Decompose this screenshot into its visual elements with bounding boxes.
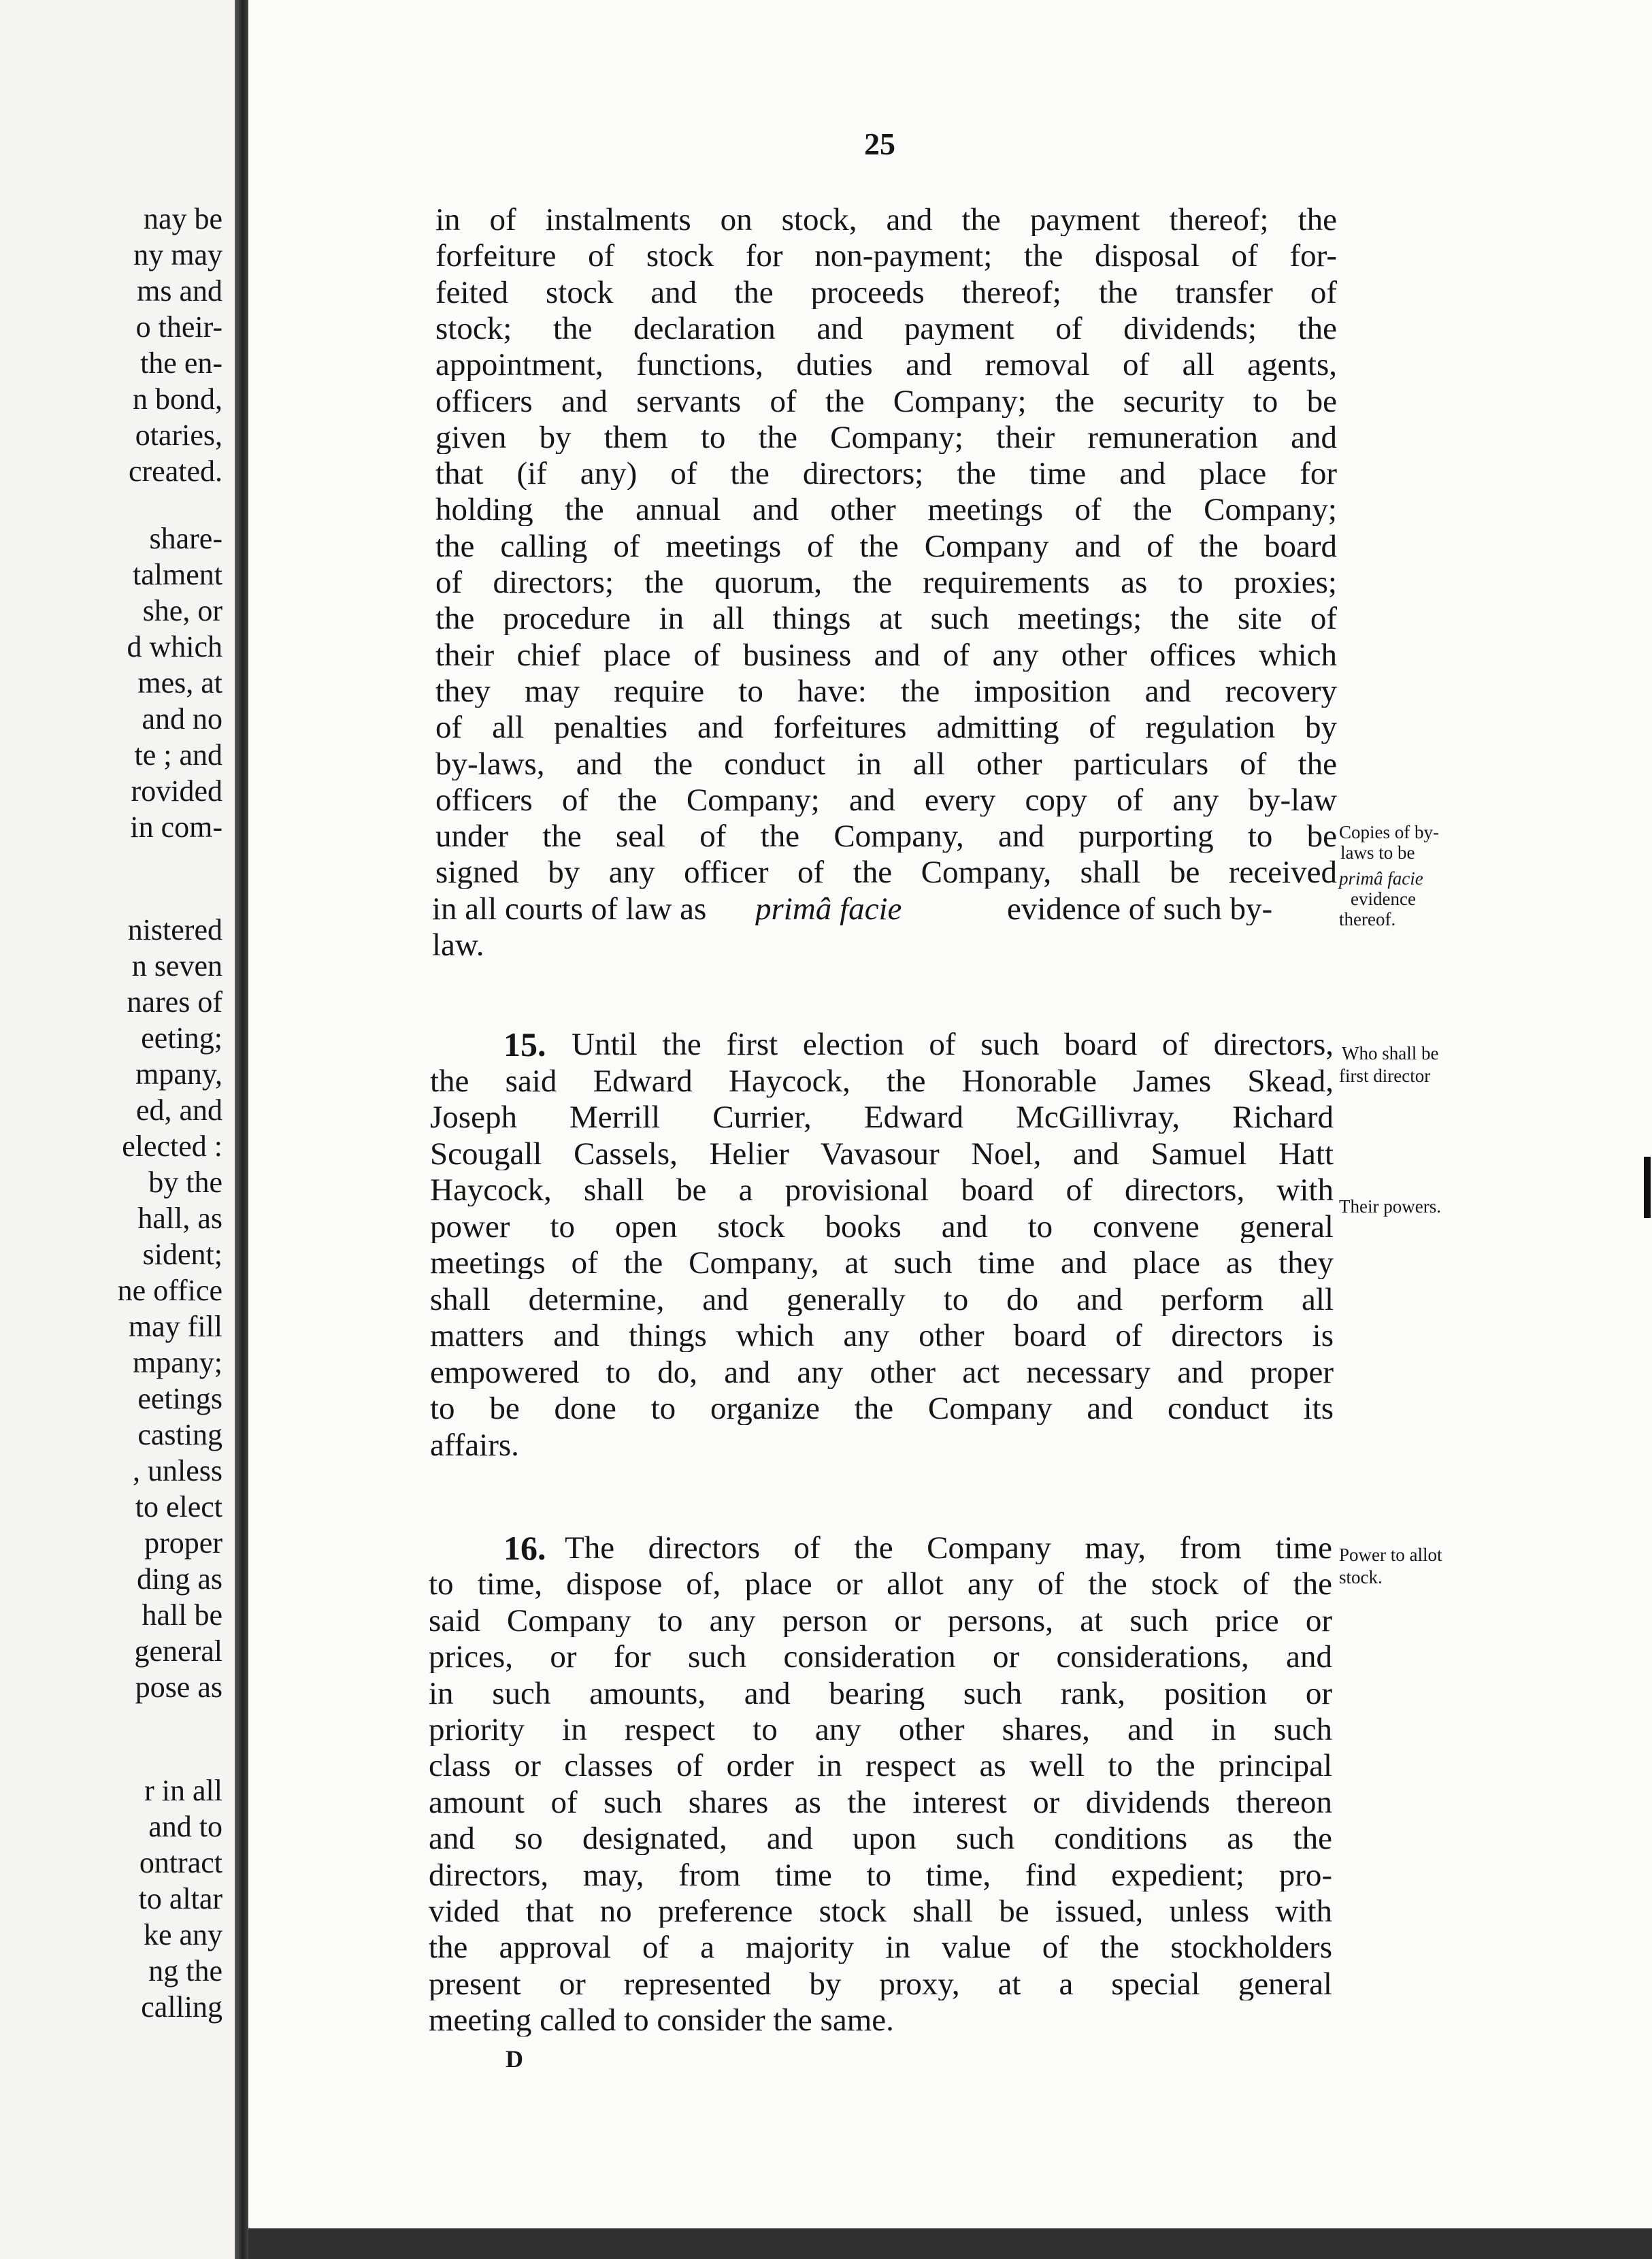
left-page-line: nay be [143, 202, 222, 235]
section-14-line: signed by any officer of the Company, shall be received [435, 857, 1337, 889]
left-page-line: share- [149, 522, 222, 555]
left-page-line: pose as [135, 1670, 222, 1704]
page-number: 25 [864, 127, 895, 161]
margin-note-line: primâ facie [1339, 868, 1423, 889]
page-bottom-shadow [248, 2228, 1652, 2259]
margin-note-line: evidence [1351, 889, 1416, 909]
margin-note-line: thereof. [1339, 909, 1396, 929]
left-page-line: the en- [140, 346, 222, 380]
left-page [0, 0, 235, 2259]
left-page-line: ed, and [135, 1093, 222, 1127]
left-page-line: to elect [135, 1490, 222, 1523]
section-14-line: evidence of such by- [1007, 893, 1273, 925]
left-page-line: eetings [137, 1382, 222, 1415]
section-15-line: empowered to do, and any other act necessary and proper [430, 1356, 1334, 1389]
section-15-line: Until the first election of such board of directors, [572, 1029, 1334, 1061]
section-16-line: The directors of the Company may, from time [565, 1532, 1332, 1564]
left-page-line: and no [142, 702, 222, 736]
section-14-line: by-laws, and the conduct in all other particulars of the [435, 748, 1337, 780]
section-16-line: amount of such shares as the interest or dividends thereon [429, 1786, 1332, 1819]
left-page-line: ontract [139, 1846, 222, 1879]
section-14-line: of directors; the quorum, the requirements as to proxies; [435, 567, 1337, 599]
section-14-line: the calling of meetings of the Company and of the board [435, 530, 1337, 563]
section-14-line: forfeiture of stock for non-payment; the disposal of for- [435, 240, 1337, 273]
section-14-line: holding the annual and other meetings of the Company; [435, 494, 1337, 527]
section-15-line: Joseph Merrill Currier, Edward McGillivray, Richard [430, 1102, 1334, 1134]
left-page-line: may fill [128, 1310, 222, 1343]
prima-facie-italic: primâ facie [755, 893, 902, 925]
section-16-line: said Company to any person or persons, at such price or [429, 1604, 1332, 1637]
section-14-line: given by them to the Company; their remuneration and [435, 421, 1337, 454]
left-page-line: hall, as [137, 1202, 222, 1235]
left-page-line: ng the [148, 1954, 222, 1988]
section-14-line: they may require to have: the imposition and recovery [435, 675, 1337, 708]
section-14-line: officers of the Company; and every copy of any by-law [435, 784, 1337, 817]
section-16-line: priority in respect to any other shares, and in such [429, 1714, 1332, 1746]
left-page-line: eeting; [141, 1021, 222, 1055]
left-page-line: ding as [137, 1562, 222, 1596]
section-15-line: affairs. [430, 1429, 519, 1462]
section-15-line: meetings of the Company, at such time and place as they [430, 1247, 1334, 1279]
section-16-line: vided that no preference stock shall be issued, unless with [429, 1896, 1332, 1928]
section-15-line: Haycock, shall be a provisional board of directors, with [430, 1174, 1334, 1206]
left-page-line: ke any [143, 1918, 222, 1951]
left-page-line: nares of [127, 985, 222, 1019]
section-14-line: stock; the declaration and payment of dividends; the [435, 312, 1337, 345]
section-14-line: their chief place of business and of any other offices which [435, 639, 1337, 672]
section-16-line: class or classes of order in respect as well to the principal [429, 1750, 1332, 1783]
left-page-line: r in all [144, 1774, 222, 1807]
margin-note-line: laws to be [1340, 842, 1415, 863]
section-14-line: appointment, functions, duties and removal of all agents, [435, 349, 1337, 382]
section-14-line: that (if any) of the directors; the time and place for [435, 458, 1337, 491]
left-page-line: proper [144, 1526, 222, 1560]
section-16-line: to time, dispose of, place or allot any of the stock of the [429, 1568, 1332, 1601]
left-page-line: te ; and [134, 738, 222, 772]
left-page-line: general [134, 1634, 222, 1668]
left-page-line: d which [127, 630, 222, 663]
left-page-line: and to [148, 1810, 222, 1843]
left-page-line: to altar [138, 1882, 222, 1915]
left-page-line: sident; [142, 1238, 222, 1271]
margin-note-line: Their powers. [1339, 1196, 1441, 1217]
left-page-line: ny may [133, 238, 222, 271]
book-gutter [235, 0, 248, 2259]
left-page-line: by the [148, 1166, 222, 1199]
left-page-line: casting [137, 1418, 222, 1451]
left-page-line: n seven [131, 949, 222, 983]
section-16-line: present or represented by proxy, at a special general [429, 1968, 1332, 2000]
left-page-line: mes, at [137, 666, 222, 699]
section-15-line: shall determine, and generally to do and perform all [430, 1283, 1334, 1316]
section-15-line: power to open stock books and to convene general [430, 1210, 1334, 1243]
section-14-line: law. [432, 929, 484, 961]
section-16-line: the approval of a majority in value of the stockholders [429, 1932, 1332, 1964]
section-16-number: 16. [503, 1531, 546, 1565]
left-page-line: nistered [127, 913, 222, 946]
left-page-line: talment [133, 558, 222, 591]
left-page-line: hall be [142, 1598, 222, 1632]
section-14-line: under the seal of the Company, and purporting to be [435, 821, 1337, 853]
section-16-line: in such amounts, and bearing such rank, position or [429, 1677, 1332, 1710]
section-16-line: and so designated, and upon such conditions as the [429, 1823, 1332, 1856]
margin-note-line: Who shall be [1342, 1043, 1439, 1063]
left-page-line: she, or [142, 594, 222, 627]
margin-note-line: Copies of by- [1339, 822, 1439, 842]
section-14-line: of all penalties and forfeitures admitting of regulation by [435, 712, 1337, 744]
left-page-line: created. [129, 455, 222, 488]
section-16-line: meeting called to consider the same. [429, 2005, 894, 2037]
left-page-line: mpany, [135, 1057, 222, 1091]
left-page-line: , unless [133, 1454, 222, 1487]
section-15-line: matters and things which any other board of directors is [430, 1320, 1334, 1352]
left-page-line: ne office [117, 1274, 222, 1307]
left-page-line: ms and [137, 274, 222, 308]
left-page-line: rovided [131, 774, 222, 808]
margin-note-line: first director [1339, 1066, 1431, 1086]
section-15-line: the said Edward Haycock, the Honorable James Skead, [430, 1065, 1334, 1098]
left-page-line: in com- [130, 810, 222, 844]
section-14-line: officers and servants of the Company; the security to be [435, 385, 1337, 418]
section-15-line: to be done to organize the Company and conduct its [430, 1393, 1334, 1425]
left-page-line: o their- [135, 310, 222, 344]
section-14-line: in of instalments on stock, and the payment thereof; the [435, 204, 1337, 236]
margin-note-line: stock. [1339, 1567, 1383, 1587]
left-page-line: mpany; [133, 1346, 222, 1379]
section-16-line: prices, or for such consideration or considerations, and [429, 1641, 1332, 1674]
edge-mark [1644, 1157, 1651, 1218]
left-page-line: elected : [122, 1130, 222, 1163]
margin-note-line: Power to allot [1339, 1545, 1442, 1565]
section-16-line: directors, may, from time to time, find expedient; pro- [429, 1859, 1332, 1892]
section-15-line: Scougall Cassels, Helier Vavasour Noel, and Samuel Hatt [430, 1138, 1334, 1170]
signature-mark: D [506, 2045, 523, 2073]
section-14-line: in all courts of law as [432, 893, 707, 925]
left-page-line: n bond, [133, 382, 222, 416]
left-page-line: otaries, [135, 418, 222, 452]
section-14-line: feited stock and the proceeds thereof; the transfer of [435, 276, 1337, 309]
section-15-number: 15. [503, 1027, 546, 1061]
left-page-line: calling [141, 1990, 222, 2024]
section-14-line: the procedure in all things at such meetings; the site of [435, 603, 1337, 636]
